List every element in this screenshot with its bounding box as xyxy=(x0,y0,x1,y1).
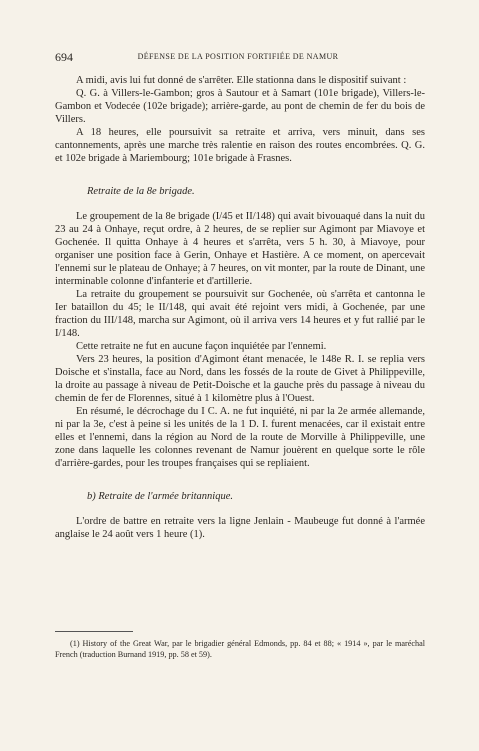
page-header xyxy=(55,50,421,66)
footnote-1: (1) History of the Great War, par le brigadier général Edmonds, pp. 84 et 88; « 1914 », par le maréchal French (traduction Burnand 1919, pp. 58 et 59). xyxy=(55,639,425,659)
section-heading-armee-britannique: b) Retraite de l'armée britannique. xyxy=(87,491,234,502)
paragraph-4: Le groupement de la 8e brigade (I/45 et II/148) qui avait bivouaqué dans la nuit du 23 au 24 à Onhaye, reçut ordre, à 2 heures, de se replier sur Agimont par Miavoye et Gochenée. Il quitta Onhaye à 4 heures et s'arrêta, vers 5 h. 30, à Miavoye, pour organiser une position face à Gerin, Onhaye et Hastière. A ce moment, on apercevait l'ennemi sur le plateau de Onhaye; à 7 heures, on vit monter, par la route de Dinant, une interminable colonne d'infanterie et d'artillerie. xyxy=(55,211,425,287)
page-number: 694 xyxy=(55,50,73,64)
footnotes xyxy=(55,638,425,660)
paragraph-1: A midi, avis lui fut donné de s'arrêter. Elle stationna dans le dispositif suivant : xyxy=(76,75,407,86)
section-heading-8e-brigade: Retraite de la 8e brigade. xyxy=(87,186,195,197)
paragraph-2: Q. G. à Villers-le-Gambon; gros à Sautour et à Samart (101e brigade), Villers-le-Gambon et Vodecée (102e brigade); arrière-garde, au pont de chemin de fer du bois de Villers. xyxy=(55,88,425,125)
paragraph-6: Cette retraite ne fut en aucune façon inquiétée par l'ennemi. xyxy=(76,341,327,352)
paragraph-7: Vers 23 heures, la position d'Agimont étant menacée, le 148e R. I. se replia vers Doische et s'installa, face au Nord, dans les fossés de la route de Givet à Philippeville, la droite au passage à niveau de Petit-Doische et la gauche près du passage à niveau du chemin de fer de Florennes, situé à 1 kilomètre plus à l'Ouest. xyxy=(55,354,425,404)
body-text xyxy=(55,74,425,541)
running-title: DÉFENSE DE LA POSITION FORTIFIÉE DE NAMUR xyxy=(137,52,339,61)
paragraph-3: A 18 heures, elle poursuivit sa retraite et arriva, vers minuit, dans ses cantonnements, après une marche très ralentie en raison des routes encombrées. Q. G. et 102e brigade à Mariembourg; 101e brigade à Frasnes. xyxy=(55,127,425,164)
paragraph-5: La retraite du groupement se poursuivit sur Gochenée, où s'arrêta et cantonna le Ier bataillon du 45; le II/148, qui avait été rejoint vers midi, à Gochenée, par une fraction du III/148, marcha sur Agimont, où il arriva vers 14 heures et y fut rallié par le I/148. xyxy=(55,289,425,339)
paragraph-8: En résumé, le décrochage du I C. A. ne fut inquiété, ni par la 2e armée allemande, ni par la 3e, c'est à peine si les unités de la 1 D. I. furent menacées, car il existait entre elles et l'ennemi, dans la région au Nord de la route de Morville à Philippeville, une zone dans laquelle les colonnes revenant de Namur jouèrent en quelque sorte le rôle d'arrière-gardes, pour les troupes françaises qui se repliaient. xyxy=(55,406,425,469)
paragraph-9: L'ordre de battre en retraite vers la ligne Jenlain - Maubeuge fut donné à l'armée anglaise le 24 août vers 1 heure (1). xyxy=(55,516,425,540)
footnote-divider xyxy=(55,631,133,632)
